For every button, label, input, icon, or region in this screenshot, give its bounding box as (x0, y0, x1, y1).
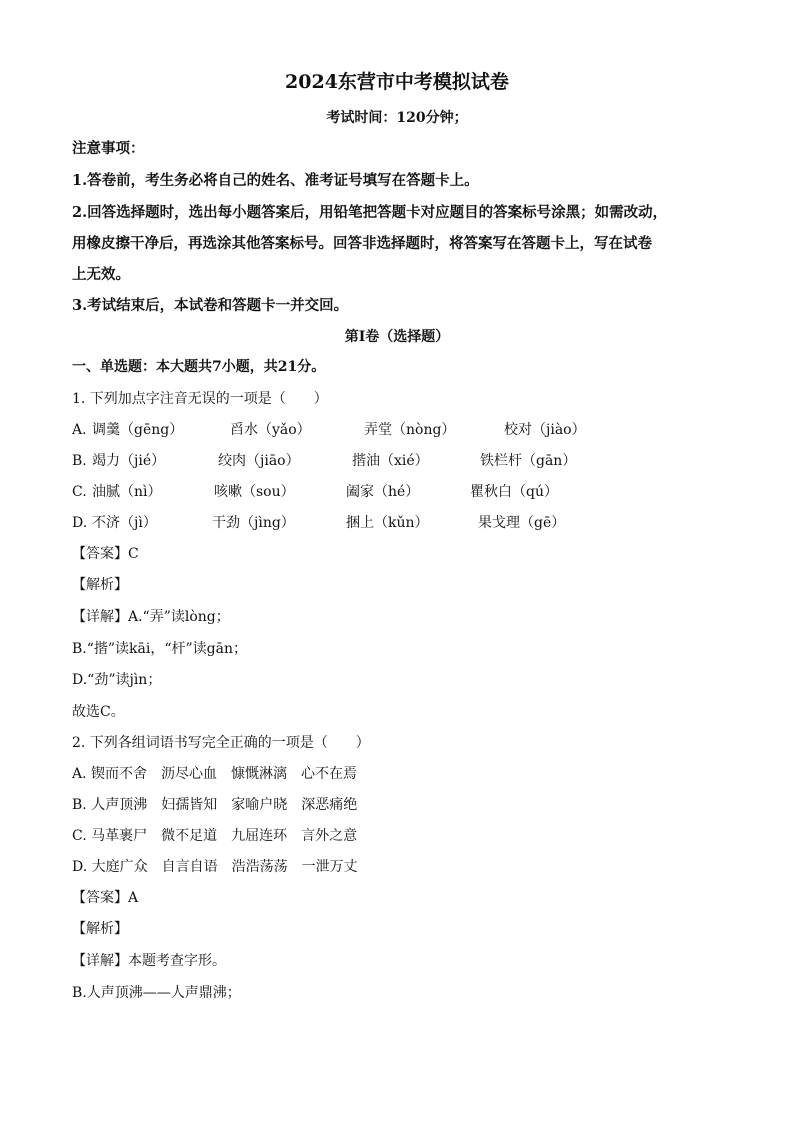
option-item: 竭力（jié） (92, 453, 166, 469)
answer-value: C (128, 546, 139, 562)
option-label: A. (72, 766, 87, 782)
volume-title: 第I卷（选择题） (344, 329, 450, 345)
option-item: 捆上（kǔn） (346, 515, 429, 531)
option-item: 调羹（gēng） (92, 422, 184, 438)
option-text: 马革裹尸 微不足道 九屈连环 言外之意 (91, 828, 358, 844)
notes-item-2-line-1: 2.回答选择题时，选出每小题答案后，用铅笔把答题卡对应题目的答案标号涂黑；如需改动， (72, 204, 668, 221)
q2-detail-2: B.人声顶沸——人声鼎沸； (72, 985, 241, 1001)
q1-answer (72, 544, 139, 564)
detail-tag: 【详解】 (72, 609, 128, 625)
option-text: 锲而不舍 沥尽心血 慷慨淋漓 心不在焉 (91, 766, 358, 782)
option-item: 瞿秋白（qú） (470, 484, 558, 500)
q2-detail-1 (72, 951, 226, 971)
option-label: B. (72, 797, 87, 813)
notes-heading: 注意事项： (72, 140, 145, 157)
q2-answer (72, 888, 138, 908)
option-label: D. (72, 515, 88, 531)
option-item: 弄堂（nòng） (364, 422, 456, 438)
answer-tag: 【答案】 (72, 546, 128, 562)
answer-tag: 【答案】 (72, 890, 128, 906)
option-item: 干劲（jìng） (212, 515, 295, 531)
q2-analysis-tag: 【解析】 (72, 921, 128, 937)
option-text: 人声顶沸 妇孺皆知 家喻户晓 深恶痛绝 (91, 797, 358, 813)
q2-option-d (72, 857, 358, 877)
answer-value: A (128, 890, 139, 906)
option-item: 油腻（nì） (92, 484, 162, 500)
option-item: 校对（jiào） (504, 422, 586, 438)
option-label: C. (72, 828, 87, 844)
option-label: B. (72, 453, 87, 469)
option-item: 铁栏杆（gān） (480, 453, 577, 469)
notes-item-2-line-3: 上无效。 (72, 266, 130, 283)
option-text: 大庭广众 自言自语 浩浩荡荡 一泄万丈 (91, 859, 358, 875)
q2-option-c (72, 826, 357, 846)
q2-stem: 2. 下列各组词语书写完全正确的一项是（ ） (72, 735, 370, 751)
detail-text: 本题考查字形。 (128, 953, 226, 969)
q1-detail-2: B.“揩”读kāi，“杆”读gān； (72, 641, 247, 657)
option-item: 揩油（xié） (352, 453, 429, 469)
option-label: A. (72, 422, 87, 438)
q1-analysis-tag: 【解析】 (72, 577, 128, 593)
q2-option-a (72, 764, 357, 784)
q1-conclusion: 故选C。 (72, 704, 125, 720)
q2-option-b (72, 795, 357, 815)
page-title: 2024东营市中考模拟试卷 (285, 71, 509, 93)
q1-stem: 1. 下列加点字注音无误的一项是（ ） (72, 391, 328, 407)
notes-item-3: 3.考试结束后，本试卷和答题卡一并交回。 (72, 297, 349, 314)
option-item: 咳嗽（sou） (214, 484, 295, 500)
part-title: 一、单选题：本大题共7小题，共21分。 (72, 359, 326, 375)
option-item: 果戈理（gē） (478, 515, 566, 531)
option-item: 绞肉（jiāo） (218, 453, 300, 469)
notes-item-1: 1.答卷前，考生务必将自己的姓名、准考证号填写在答题卡上。 (72, 172, 479, 189)
option-item: 舀水（yǎo） (230, 422, 311, 438)
notes-item-2-line-2: 用橡皮擦干净后，再选涂其他答案标号。回答非选择题时，将答案写在答题卡上，写在试卷 (72, 235, 652, 252)
option-item: 不济（jì） (92, 515, 157, 531)
option-label: C. (72, 484, 87, 500)
option-label: D. (72, 859, 88, 875)
option-item: 阖家（hé） (346, 484, 420, 500)
q1-detail-3: D.“劲”读jìn； (72, 672, 162, 688)
q1-detail-1 (72, 607, 230, 627)
detail-text: A.“弄”读lòng； (128, 609, 230, 625)
exam-time: 考试时间：120分钟； (326, 110, 468, 126)
detail-tag: 【详解】 (72, 953, 128, 969)
